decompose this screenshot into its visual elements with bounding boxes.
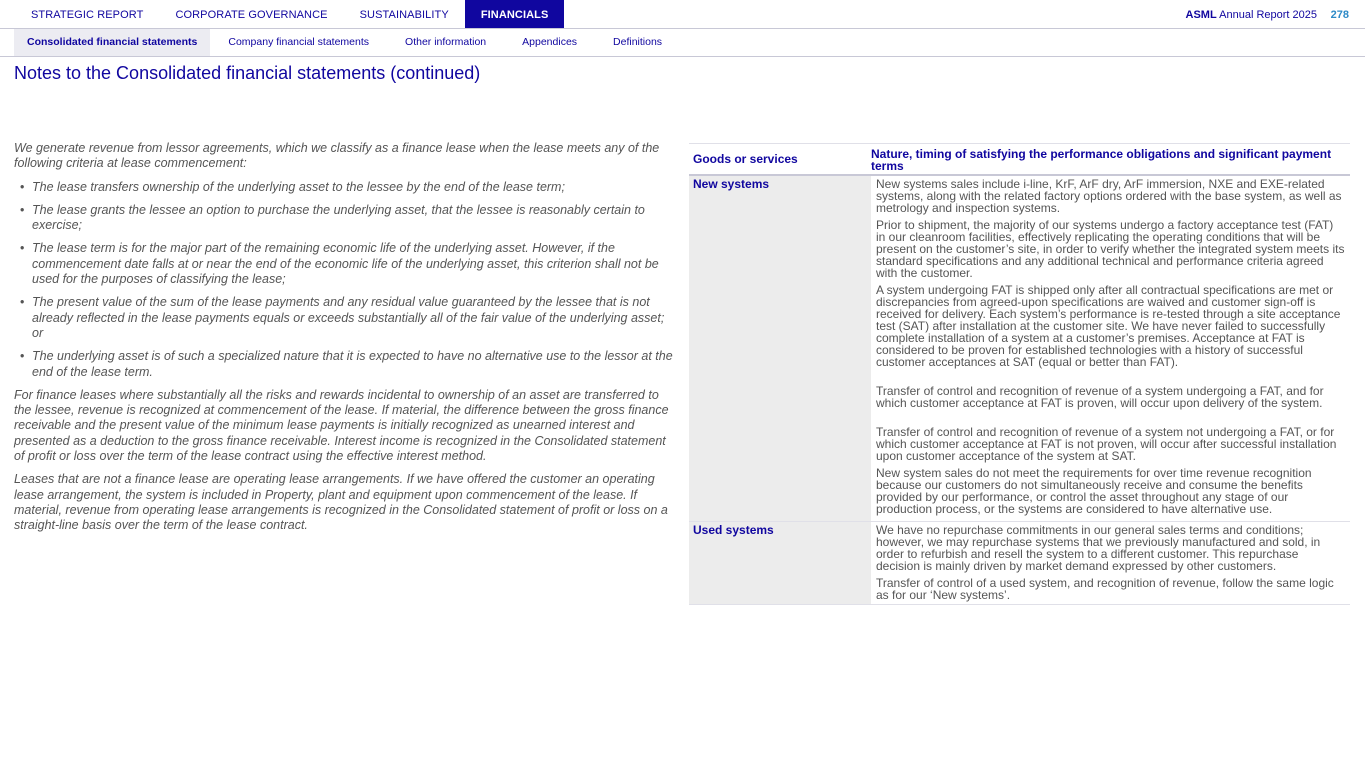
performance-obligations-table — [689, 143, 1350, 605]
table-row — [689, 522, 1350, 605]
subtab-company-financial-statements[interactable]: Company financial statements — [228, 36, 370, 48]
table-row — [689, 176, 1350, 522]
description-paragraph: A system undergoing FAT is shipped only after all contractual specifications are met or discrepancies from agreed-upon specifications are waived and customer sign-off is received for delivery. Each system’s performance is re-tested through a site acceptance test (SAT) after installation at the customer site. We have never failed to successfully complete installation of a system at a customer’s premises. Acceptance at FAT is considered to be proven for established technologies with a history of successful customer acceptances at SAT (equal or better than FAT). — [876, 283, 1341, 369]
row-description — [871, 522, 1350, 604]
criteria-item: • The lease term is for the major part of the remaining economic life of the underlying asset. However, if the commencement date falls at or near the end of the economic life of the underlying asset, this criterion shall not be used for the purposes of classifying the lease; — [14, 241, 676, 287]
page-title: Notes to the Consolidated financial statements (continued) — [14, 63, 481, 83]
description-paragraph: New system sales do not meet the requirements for over time revenue recognition because our customers do not simultaneously receive and consume the benefits provided by our performance, or control the asset throughout any stage of our production process, or the systems are considered to have alternative use. — [876, 466, 1312, 516]
finance-lease-paragraph: For finance leases where substantially all the risks and rewards incidental to ownership of an asset are transferred to the lessee, revenue is recognized at commencement of the lease. If material, the difference between the gross finance receivable and the present value of the minimum lease payments is initially recognized as unearned interest and presented as a deduction to the gross finance receivable. Interest income is recognized in the Consolidated statement of profit or loss over the term of the lease contract using the effective interest method. — [14, 387, 669, 464]
tab-corporate-governance[interactable]: CORPORATE GOVERNANCE — [175, 9, 328, 21]
description-paragraph: Prior to shipment, the majority of our systems undergo a factory acceptance test (FAT) in our cleanroom facilities, effectively replicating the operating conditions that will be present on the customer’s site, in order to verify whether the integrated system meets its standard specifications and any additional technical and performance criteria agreed with the customer. — [876, 218, 1345, 280]
section-tabs — [0, 0, 564, 28]
top-navigation-bar — [0, 0, 1365, 29]
operating-lease-paragraph: Leases that are not a finance lease are operating lease arrangements. If we have offered the customer an operating lease arrangement, the system is included in Property, plant and equipment upon commencement of the lease. If material, revenue from operating lease arrangements is recognized in the Consolidated statement of profit or loss on a straight-line basis over the term of the lease contract. — [14, 472, 668, 533]
row-label-used-systems: Used systems — [689, 522, 871, 604]
header-nature-timing: Nature, timing of satisfying the performance obligations and significant payment terms — [871, 147, 1332, 173]
row-label-new-systems: New systems — [689, 176, 871, 521]
page-number: 278 — [1330, 9, 1349, 21]
row-description — [871, 176, 1350, 521]
subtab-other-information[interactable]: Other information — [405, 36, 487, 48]
subtab-definitions[interactable]: Definitions — [613, 36, 663, 48]
sub-navigation-bar — [0, 29, 1365, 57]
subtab-consolidated-financial-statements[interactable]: Consolidated financial statements — [14, 29, 210, 56]
description-paragraph: Transfer of control and recognition of revenue of a system undergoing a FAT, and for which customer acceptance at FAT is proven, will occur upon delivery of the system. — [876, 384, 1324, 410]
lease-criteria-list — [14, 180, 676, 380]
criteria-item: • The present value of the sum of the lease payments and any residual value guaranteed by the lessee that is not already reflected in the lease payments equals or exceeds substantially all of the fair value of the underlying asset; or — [14, 295, 676, 341]
report-name: Annual Report 2025 — [1219, 9, 1317, 21]
tab-strategic-report[interactable]: STRATEGIC REPORT — [31, 9, 144, 21]
tab-financials[interactable]: FINANCIALS — [465, 0, 565, 28]
report-brand — [1186, 0, 1317, 28]
description-paragraph: New systems sales include i-line, KrF, ArF dry, ArF immersion, NXE and EXE-related systems, along with the related factory options ordered with the base system, as well as metrology and inspection systems. — [876, 177, 1342, 215]
description-paragraph: Transfer of control and recognition of revenue of a system not undergoing a FAT, or for which customer acceptance at FAT is not proven, will occur after successful installation upon customer acceptance of the system at SAT. — [876, 425, 1337, 463]
brand-name: ASML — [1185, 9, 1217, 21]
subtab-appendices[interactable]: Appendices — [522, 36, 578, 48]
criteria-item: • The lease grants the lessee an option to purchase the underlying asset, that the lessee is reasonably certain to exercise; — [14, 203, 676, 234]
description-paragraph: Transfer of control of a used system, and recognition of revenue, follow the same logic as for our ‘New systems’. — [876, 576, 1334, 602]
sub-tabs — [14, 29, 680, 56]
header-goods-or-services: Goods or services — [693, 152, 798, 166]
lease-text-column — [14, 141, 676, 542]
criteria-item: • The lease transfers ownership of the underlying asset to the lessee by the end of the lease term; — [14, 180, 676, 195]
description-paragraph: We have no repurchase commitments in our general sales terms and conditions; however, we may repurchase systems that we previously manufactured and sold, in order to refurbish and resell the system to a different customer. This repurchase decision is mainly driven by market demand expressed by other customers. — [876, 523, 1321, 573]
criteria-item: • The underlying asset is of such a specialized nature that it is expected to have no alternative use to the lessor at the end of the lease term. — [14, 349, 676, 380]
tab-sustainability[interactable]: SUSTAINABILITY — [359, 9, 449, 21]
intro-paragraph: We generate revenue from lessor agreements, which we classify as a finance lease when the lease meets any of the following criteria at lease commencement: — [14, 141, 660, 171]
table-header — [689, 143, 1350, 176]
